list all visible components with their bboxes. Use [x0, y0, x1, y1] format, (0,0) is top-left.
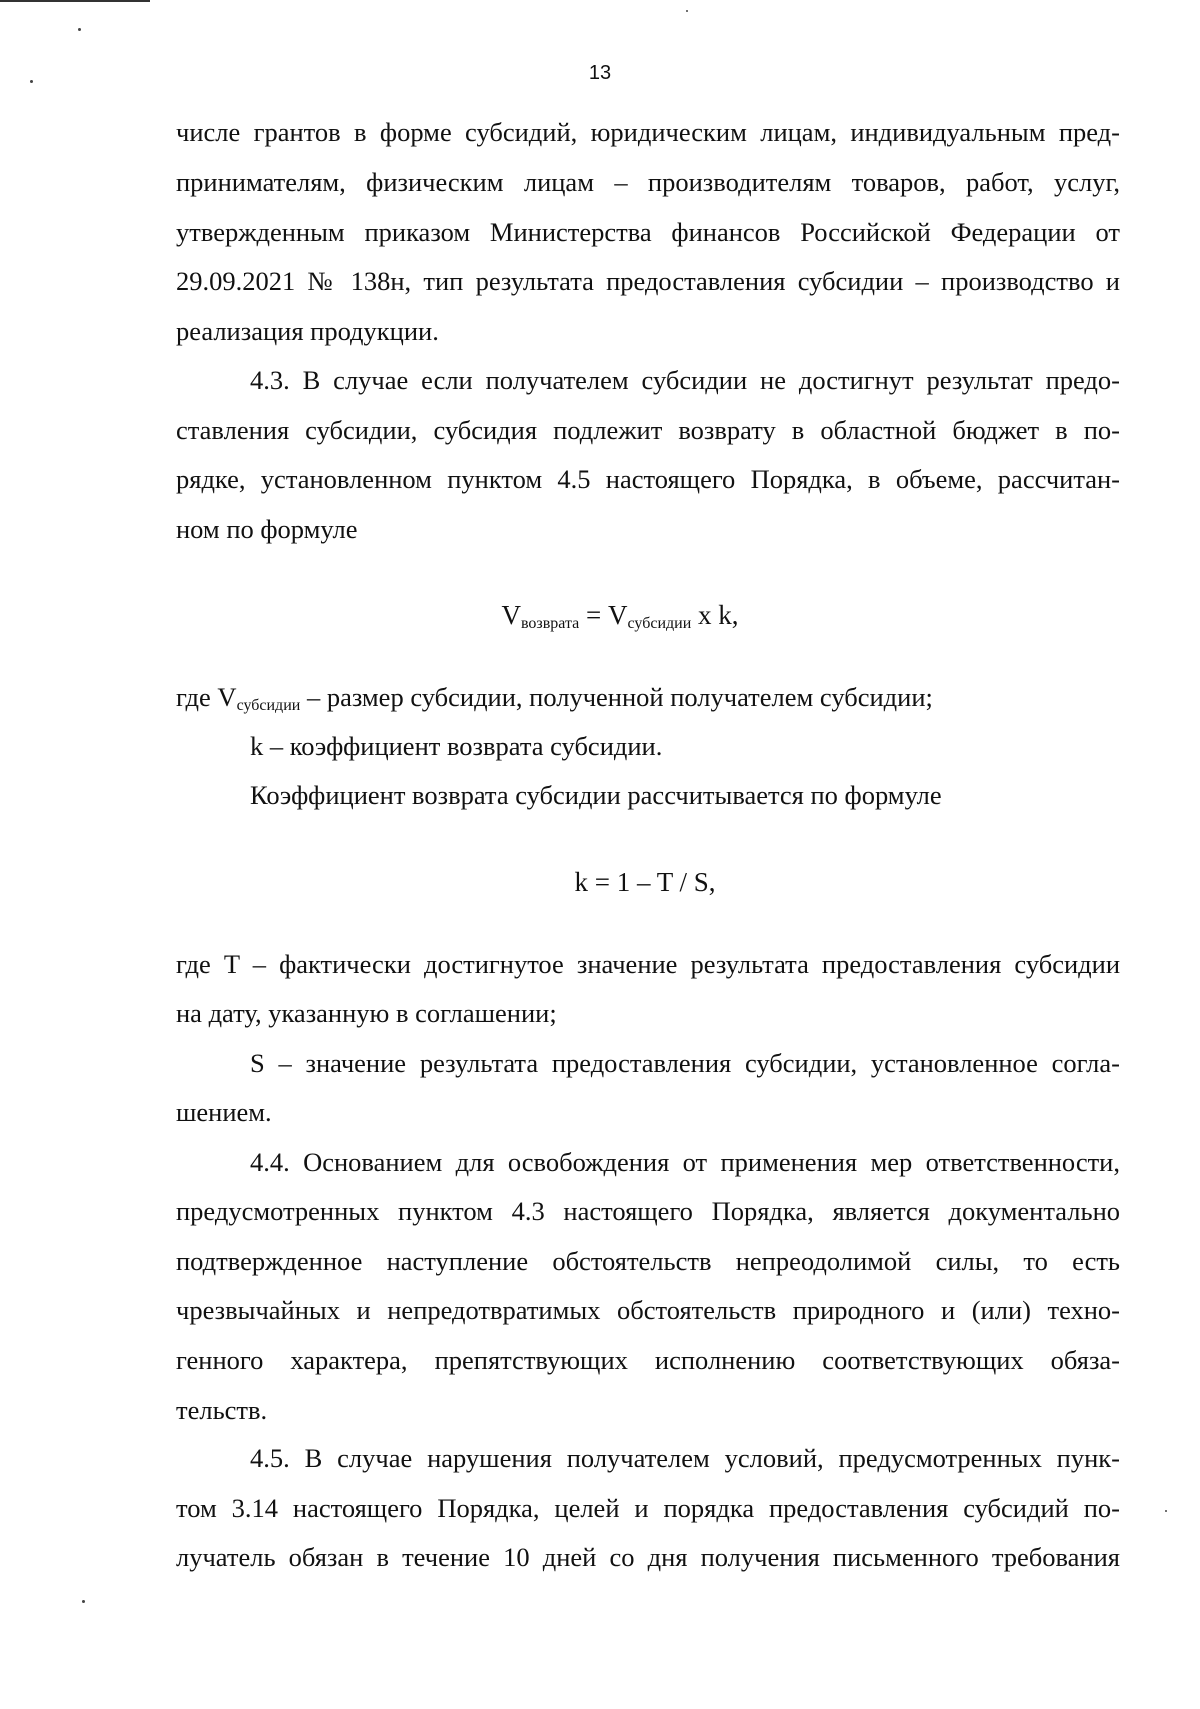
scan-edge-line [0, 0, 150, 2]
paragraph-line: числе грантов в форме субсидий, юридическим лицам, индивидуальным пред- [176, 117, 1120, 147]
scan-speck [82, 1600, 85, 1603]
definition-k: k – коэффициент возврата субсидии. [250, 731, 663, 761]
scan-speck [686, 10, 688, 12]
paragraph-line: принимателям, физическим лицам – производителям товаров, работ, услуг, [176, 167, 1120, 197]
definition-t: на дату, указанную в соглашении; [176, 998, 557, 1028]
section-4-4-line: чрезвычайных и непредотвратимых обстоятельств природного и (или) техно- [176, 1295, 1120, 1325]
definition-t: где T – фактически достигнутое значение результата предоставления субсидии [176, 949, 1120, 979]
section-4-3-line: ставления субсидии, субсидия подлежит возврату в областной бюджет в по- [176, 415, 1120, 445]
return-volume-formula: $V_{возврата} = V_{субсидии}$ x k, [501, 600, 739, 632]
section-4-4-line: 4.4. Основанием для освобождения от применения мер ответственности, [250, 1147, 1120, 1177]
section-4-4-line: генного характера, препятствующих исполнению соответствующих обяза- [176, 1345, 1120, 1375]
coefficient-intro: Коэффициент возврата субсидии рассчитывается по формуле [250, 780, 942, 810]
scan-speck [1165, 1510, 1167, 1512]
paragraph-line: реализация продукции. [176, 316, 439, 346]
definition-s: шением. [176, 1097, 272, 1127]
section-4-5-line: лучатель обязан в течение 10 дней со дня получения письменного требования [176, 1542, 1120, 1572]
scan-speck [30, 80, 33, 83]
paragraph-line: 29.09.2021 № 138н, тип результата предоставления субсидии – производство и [176, 266, 1120, 296]
section-4-3-line: 4.3. В случае если получателем субсидии не достигнут результат предо- [250, 365, 1120, 395]
section-4-4-line: предусмотренных пунктом 4.3 настоящего Порядка, является документально [176, 1196, 1120, 1226]
section-4-5-line: том 3.14 настоящего Порядка, целей и порядка предоставления субсидий по- [176, 1493, 1120, 1523]
section-4-5-line: 4.5. В случае нарушения получателем условий, предусмотренных пунк- [250, 1443, 1120, 1473]
definition-v-subsidy: где $V_{субсидии}$ – размер субсидии, полученной получателем субсидии; [176, 682, 933, 714]
definition-s: S – значение результата предоставления субсидии, установленное согла- [250, 1048, 1120, 1078]
page-number: 13 [588, 62, 612, 84]
section-4-3-line: ном по формуле [176, 514, 358, 544]
section-4-4-line: подтвержденное наступление обстоятельств непреодолимой силы, то есть [176, 1246, 1120, 1276]
section-4-4-line: тельств. [176, 1395, 268, 1425]
scan-speck [78, 28, 81, 31]
coefficient-formula: k = 1 – T / S, [574, 867, 716, 897]
section-4-3-line: рядке, установленном пунктом 4.5 настоящего Порядка, в объеме, рассчитан- [176, 464, 1120, 494]
paragraph-line: утвержденным приказом Министерства финансов Российской Федерации от [176, 217, 1120, 247]
